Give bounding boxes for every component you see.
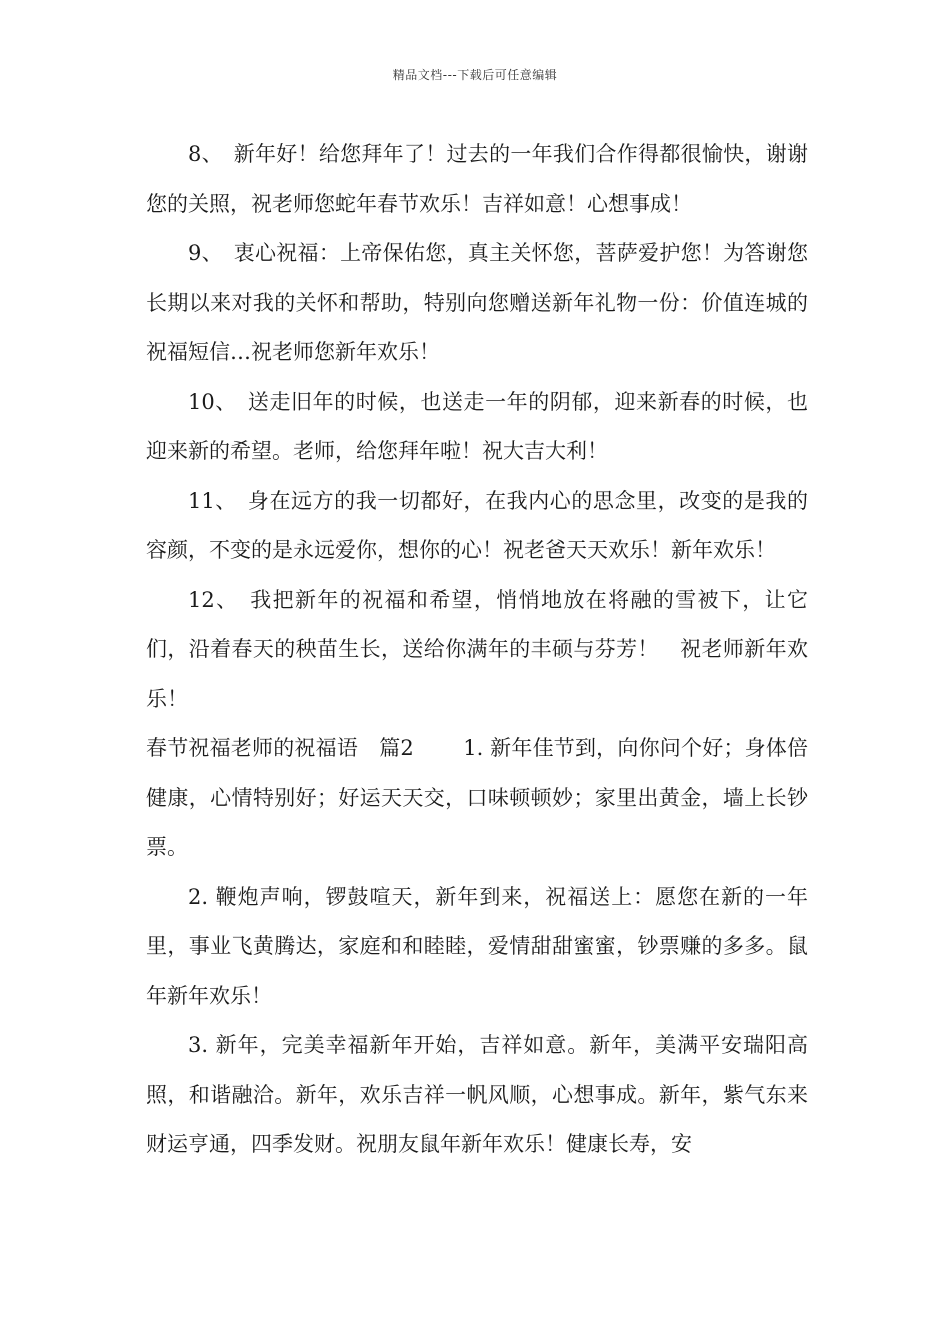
section-2-paragraph-2: 2. 鞭炮声响，锣鼓喧天，新年到来，祝福送上：愿您在新的一年里，事业飞黄腾达，家庭和和睦睦，爱情甜甜蜜蜜，钞票赚的多多。鼠年新年欢乐！ [146, 884, 808, 1008]
paragraph-12: 12、 我把新年的祝福和希望，悄悄地放在将融的雪被下，让它们，沿着春天的秧苗生长，送给你满年的丰硕与芬芳！ 祝老师新年欢乐！ [146, 587, 808, 711]
page-header: 精品文档---下载后可任意编辑 [392, 68, 558, 82]
document-body [146, 130, 808, 1170]
section-2-paragraph-3: 3. 新年，完美幸福新年开始，吉祥如意。新年，美满平安瑞阳高照，和谐融洽。新年，欢乐吉祥一帆风顺，心想事成。新年，紫气东来财运亨通，四季发财。祝朋友鼠年新年欢乐！健康长寿，安 [146, 1033, 808, 1156]
paragraph-10: 10、 送走旧年的时候，也送走一年的阴郁，迎来新春的时候，也迎来新的希望。老师，给您拜年啦！祝大吉大利！ [146, 389, 808, 463]
paragraph-9: 9、 衷心祝福：上帝保佑您，真主关怀您，菩萨爱护您！为答谢您长期以来对我的关怀和帮助，特别向您赠送新年礼物一份：价值连城的祝福短信…祝老师您新年欢乐！ [146, 241, 808, 364]
section-2-paragraph-1: 春节祝福老师的祝福语 篇2 1. 新年佳节到，向你问个好；身体倍健康，心情特别好；好运天天交，口味顿顿妙；家里出黄金，墙上长钞票。 [146, 736, 808, 859]
paragraph-11: 11、 身在远方的我一切都好，在我内心的思念里，改变的是我的容颜，不变的是永远爱你，想你的心！祝老爸天天欢乐！新年欢乐！ [146, 488, 808, 562]
paragraph-8: 8、 新年好！给您拜年了！过去的一年我们合作得都很愉快，谢谢您的关照，祝老师您蛇年春节欢乐！吉祥如意！心想事成！ [146, 142, 808, 216]
